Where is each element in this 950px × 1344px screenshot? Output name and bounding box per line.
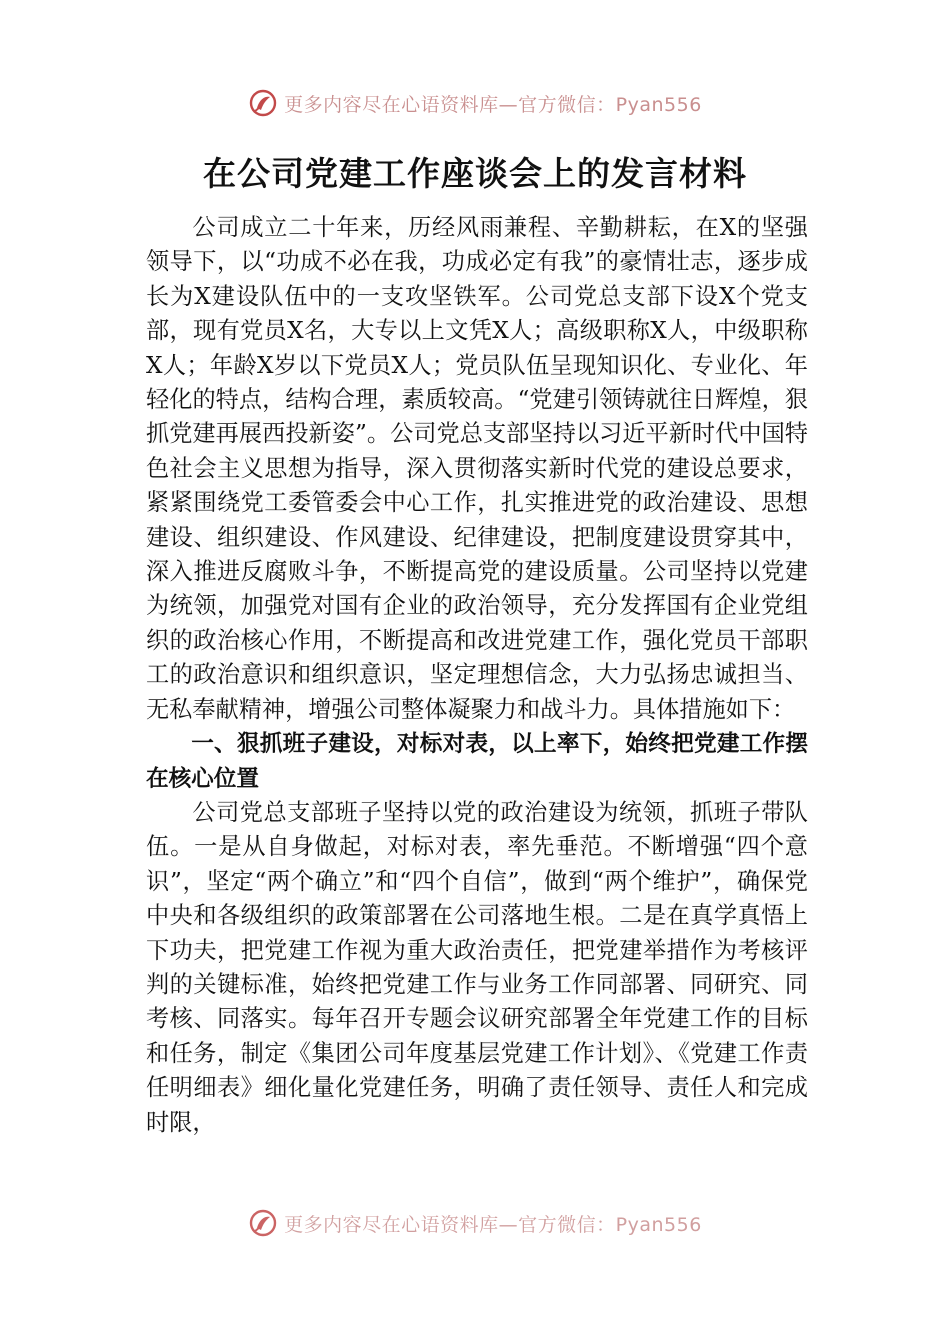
paragraph-section-1: 公司党总支部班子坚持以党的政治建设为统领，抓班子带队伍。一是从自身做起，对标对表，率先垂范。不断增强“四个意识”，坚定“两个确立”和“四个自信”，做到“两个维护”，确保党中央和各级组织的政策部署在公司落地生根。二是在真学真悟上下功夫，把党建工作视为重大政治责任，把党建举措作为考核评判的关键标准，始终把党建工作与业务工作同部署、同研究、同考核、同落实。每年召开专题会议研究部署全年党建工作的目标和任务，制定《集团公司年度基层党建工作计划》、《党建工作责任明细表》细化量化党建任务，明确了责任领导、责任人和完成时限，: [146, 798, 808, 1136]
document-body: [146, 211, 808, 1140]
watermark-footer: [0, 1208, 950, 1238]
paragraph-intro: 公司成立二十年来，历经风雨兼程、辛勤耕耘，在X的坚强领导下，以“功成不必在我，功成必定有我”的豪情壮志，逐步成长为X建设队伍中的一支攻坚铁军。公司党总支部下设X个党支部，现有党员X名，大专以上文凭X人；高级职称X人，中级职称X人；年龄X岁以下党员X人；党员队伍呈现知识化、专业化、年轻化的特点，结构合理，素质较高。“党建引领铸就往日辉煌，狠抓党建再展西投新姿”。公司党总支部坚持以习近平新时代中国特色社会主义思想为指导，深入贯彻落实新时代党的建设总要求，紧紧围绕党工委管委会中心工作，扎实推进党的政治建设、思想建设、组织建设、作风建设、纪律建设，把制度建设贯穿其中，深入推进反腐败斗争，不断提高党的建设质量。公司坚持以党建为统领，加强党对国有企业的政治领导，充分发挥国有企业党组织的政治核心作用，不断提高和改进党建工作，强化党员干部职工的政治意识和组织意识，坚定理想信念，大力弘扬忠诚担当、无私奉献精神，增强公司整体凝聚力和战斗力。具体措施如下：: [146, 214, 808, 723]
watermark-text: 更多内容尽在心语资料库—官方微信：Pyan556: [284, 1213, 702, 1236]
watermark-logo-icon: [248, 1208, 278, 1238]
watermark-header: [0, 86, 950, 120]
watermark-text: 更多内容尽在心语资料库—官方微信：Pyan556: [284, 93, 702, 116]
watermark-logo-icon: [248, 88, 278, 118]
document-title: 在公司党建工作座谈会上的发言材料: [203, 154, 747, 193]
section-heading-1: 一、狠抓班子建设，对标对表，以上率下，始终把党建工作摆在核心位置: [146, 731, 808, 792]
